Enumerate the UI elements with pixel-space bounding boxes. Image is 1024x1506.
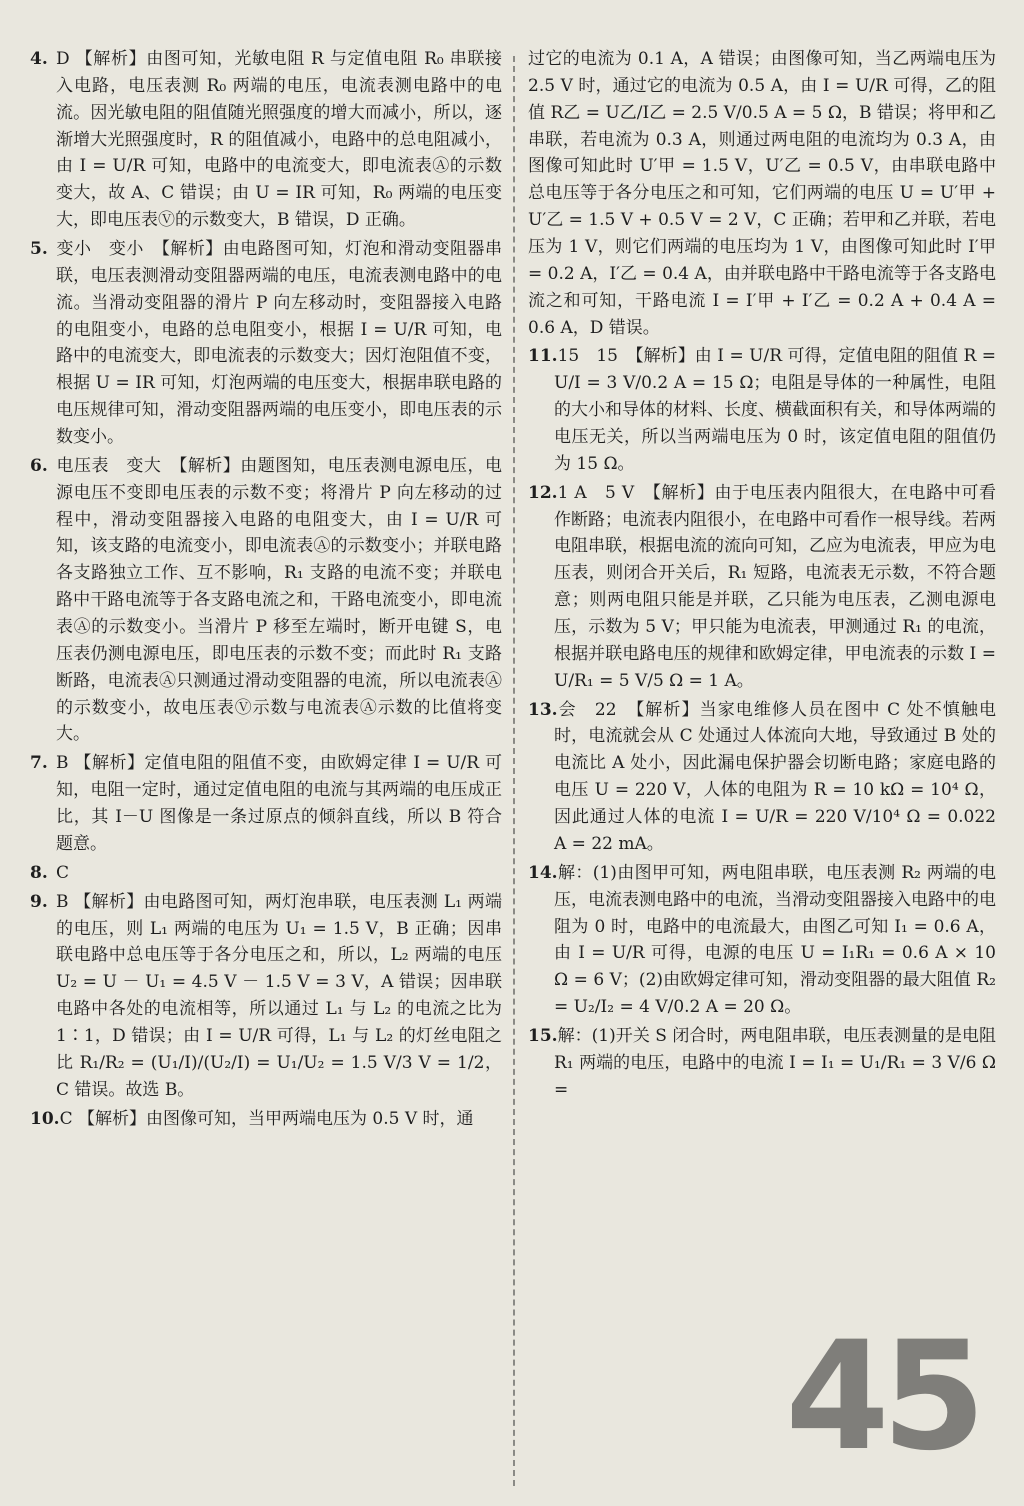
answer-number: 14.: [528, 862, 558, 883]
answer-text: 电压表 变大 【解析】由题图知，电压表测电源电压，电源电压不变即电压表的示数不变；将滑片 P 向左移动的过程中，滑动变阻器接入电路的电阻变大，由 I = U/R 可知，该支路的电流变小，即电流表Ⓐ的示数变小；并联电路各支路独立工作、互不影响，R₁ 支路的电流不变；并联电路中干路电流等于各支路电流之和，干路电流变小，即电流表Ⓐ的示数变小。当滑片 P 移至左端时，断开电键 S，电压表仍测电源电压，即电压表的示数不变；而此时 R₁ 支路断路，电流表Ⓐ只测通过滑动变阻器的电流，所以电流表Ⓐ的示数变小，故电压表Ⓥ示数与电流表Ⓐ示数的比值将变大。: [56, 455, 502, 745]
answer-item: [30, 750, 502, 857]
answer-number: 5.: [30, 239, 48, 260]
answer-text: C 【解析】由图像可知，当甲两端电压为 0.5 V 时，通: [59, 1108, 474, 1129]
answer-number: 12.: [528, 482, 558, 503]
answer-number: 4.: [30, 49, 48, 69]
answer-item: [528, 697, 996, 858]
answer-item: [30, 46, 502, 234]
answer-item: [30, 236, 502, 451]
left-column: [30, 46, 502, 1134]
answer-number: 8.: [30, 862, 48, 883]
answer-number: 10.: [30, 1108, 60, 1129]
answer-item: [528, 46, 996, 341]
answer-text: 1 A 5 V 【解析】由于电压表内阻很大，在电路中可看作断路；电流表内阻很小，在电路中可看作一根导线。若两电阻串联，根据电流的流向可知，乙应为电流表，甲应为电压表，则闭合开关后，R₁ 短路，电流表无示数，不符合题意；则两电阻只能是并联，乙只能为电压表，乙测电源电压，示数为 5 V；甲只能为电流表，甲测通过 R₁ 的电流，根据并联电路电压的规律和欧姆定律，甲电流表的示数 I = U/R₁ = 5 V/5 Ω = 1 A。: [554, 482, 996, 691]
answer-item: [30, 453, 502, 748]
right-column: [528, 46, 996, 1106]
answer-number: 9.: [30, 891, 48, 912]
answer-item: [30, 860, 502, 887]
answer-text: 变小 变小 【解析】由电路图可知，灯泡和滑动变阻器串联，电压表测滑动变阻器两端的电压，电流表测电路中的电流。当滑动变阻器的滑片 P 向左移动时，变阻器接入电路的电阻变小，电路的总电阻变小，根据 I = U/R 可知，电路中的电流变大，即电流表的示数变大；因灯泡阻值不变，根据 U = IR 可知，灯泡两端的电压变大，根据串联电路的电压规律可知，滑动变阻器两端的电压变小，即电压表的示数变小。: [56, 239, 502, 448]
answer-text: B 【解析】由电路图可知，两灯泡串联，电压表测 L₁ 两端的电压，则 L₁ 两端的电压为 U₁ = 1.5 V，B 正确；因串联电路中总电压等于各分电压之和，所以，L₂ 两端的电压 U₂ = U － U₁ = 4.5 V － 1.5 V = 3 V，A 错误；因串联电路中各处的电流相等，所以通过 L₁ 与 L₂ 的电流之比为 1∶1，D 错误；由 I = U/R 可得，L₁ 与 L₂ 的灯丝电阻之比 R₁/R₂ = (U₁/I)/(U₂/I) = U₁/U₂ = 1.5 V/3 V = 1/2，C 错误。故选 B。: [56, 891, 502, 1100]
answer-text: 15 15 【解析】由 I = U/R 可得，定值电阻的阻值 R = U/I = 3 V/0.2 A = 15 Ω；电阻是导体的一种属性，电阻的大小和导体的材料、长度、横截面积有关，和导体两端的电压无关，所以当两端电压为 0 时，该定值电阻的阻值仍为 15 Ω。: [554, 346, 996, 474]
answer-item: [30, 1106, 502, 1133]
answer-number: 13.: [528, 699, 558, 720]
answer-item: [528, 480, 996, 695]
answer-number: 15.: [528, 1025, 558, 1046]
column-divider: [513, 56, 515, 1486]
answer-text: 过它的电流为 0.1 A，A 错误；由图像可知，当乙两端电压为 2.5 V 时，通过它的电流为 0.5 A，由 I = U/R 可得，乙的阻值 R乙 = U乙/I乙 = 2.5 V/0.5 A = 5 Ω，B 错误；将甲和乙串联，若电流为 0.3 A，则通过两电阻的电流均为 0.3 A，由图像可知此时 U′甲 = 1.5 V，U′乙 = 0.5 V，由串联电路中总电压等于各分电压之和可知，它们两端的电压 U = U′甲 + U′乙 = 1.5 V + 0.5 V = 2 V，C 正确；若甲和乙并联，若电压为 1 V，则它们两端的电压均为 1 V，由图像可知此时 I′甲 = 0.2 A，I′乙 = 0.4 A，由并联电路中干路电流等于各支路电流之和可知，干路电流 I = I′甲 + I′乙 = 0.2 A + 0.4 A = 0.6 A，D 错误。: [528, 49, 996, 338]
answer-item: [528, 1023, 996, 1104]
answer-text: 解：(1)由图甲可知，两电阻串联，电压表测 R₂ 两端的电压，电流表测电路中的电流，当滑动变阻器接入电路中的电阻为 0 时，电路中的电流最大，由图乙可知 I₁ = 0.6 A，由 I = U/R 可得，电源的电压 U = I₁R₁ = 0.6 A × 10 Ω = 6 V；(2)由欧姆定律可知，滑动变阻器的最大阻值 R₂ = U₂/I₂ = 4 V/0.2 A = 20 Ω。: [554, 862, 996, 1018]
answer-text: 解：(1)开关 S 闭合时，两电阻串联，电压表测量的是电阻 R₁ 两端的电压，电路中的电流 I = I₁ = U₁/R₁ = 3 V/6 Ω =: [554, 1025, 996, 1100]
answer-number: 6.: [30, 455, 48, 476]
answer-text: D 【解析】由图可知，光敏电阻 R 与定值电阻 R₀ 串联接入电路，电压表测 R₀ 两端的电压，电流表测电路中的电流。因光敏电阻的阻值随光照强度的增大而减小，所以，逐渐增大光照强度时，R 的阻值减小，电路中的总电阻减小，由 I = U/R 可知，电路中的电流变大，即电流表Ⓐ的示数变大，故 A、C 错误；由 U = IR 可知，R₀ 两端的电压变大，即电压表Ⓥ的示数变大，B 错误，D 正确。: [56, 49, 503, 231]
page-number: 45: [785, 1310, 978, 1484]
answer-number: 7.: [30, 753, 48, 774]
answer-text: C: [56, 862, 70, 883]
answer-text: 会 22 【解析】当家电维修人员在图中 C 处不慎触电时，电流就会从 C 处通过人体流向大地，导致通过 B 处的电流比 A 处小，因此漏电保护器会切断电路；家庭电路的电压 U = 220 V，人体的电阻为 R = 10 kΩ = 10⁴ Ω，因此通过人体的电流 I = U/R = 220 V/10⁴ Ω = 0.022 A = 22 mA。: [554, 699, 996, 854]
answer-text: B 【解析】定值电阻的阻值不变，由欧姆定律 I = U/R 可知，电阻一定时，通过定值电阻的电流与其两端的电压成正比，其 I－U 图像是一条过原点的倾斜直线，所以 B 符合题意。: [56, 753, 502, 854]
answer-item: [30, 889, 502, 1104]
answer-item: [528, 860, 996, 1021]
answer-item: [528, 343, 996, 477]
answer-number: 11.: [528, 346, 558, 367]
